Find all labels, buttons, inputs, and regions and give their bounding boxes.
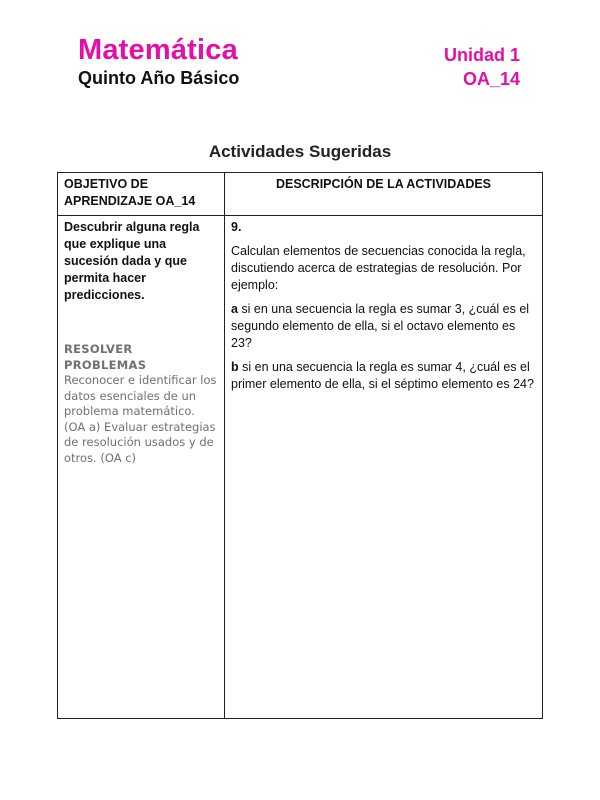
skills-title: RESOLVER PROBLEMAS [64, 342, 147, 372]
description-cell [225, 216, 543, 719]
activities-table [57, 172, 543, 719]
objective-text: Descubrir alguna regla que explique una sucesión dada y que permita hacer predicciones. [64, 220, 200, 302]
item-a-lead: a [231, 302, 238, 316]
skills-text: Reconocer e identificar los datos esenciales de un problema matemático. (OA a) Evaluar estrategias de resolución usados y de otros. (OA c) [64, 373, 217, 465]
grade-level: Quinto Año Básico [78, 68, 240, 88]
objective-cell [58, 216, 225, 719]
activity-item-a [231, 301, 536, 352]
header-description: DESCRIPCIÓN DE LA ACTIVIDADES [225, 173, 543, 216]
table-body-row [58, 216, 543, 719]
table-header-row [58, 173, 543, 216]
subject-title: Matemática [78, 34, 238, 66]
header-objective: OBJETIVO DE APRENDIZAJE OA_14 [58, 173, 225, 216]
unit-label: Unidad 1 [443, 45, 520, 65]
item-a-text: si en una secuencia la regla es sumar 3, ¿cuál es el segundo elemento de ella, si el octavo elemento es 23? [231, 302, 530, 350]
item-b-lead: b [231, 360, 239, 374]
section-title: Actividades Sugeridas [208, 142, 392, 161]
oa-label: OA_14 [462, 69, 520, 89]
activity-number: 9. [231, 220, 242, 234]
activity-item-b [231, 359, 536, 393]
activity-intro: Calculan elementos de secuencias conocida la regla, discutiendo acerca de estrategias de resolución. Por ejemplo: [231, 244, 526, 292]
skills-block [64, 342, 218, 466]
item-b-text: si en una secuencia la regla es sumar 4, ¿cuál es el primer elemento de ella, si el séptimo elemento es 24? [231, 360, 534, 391]
